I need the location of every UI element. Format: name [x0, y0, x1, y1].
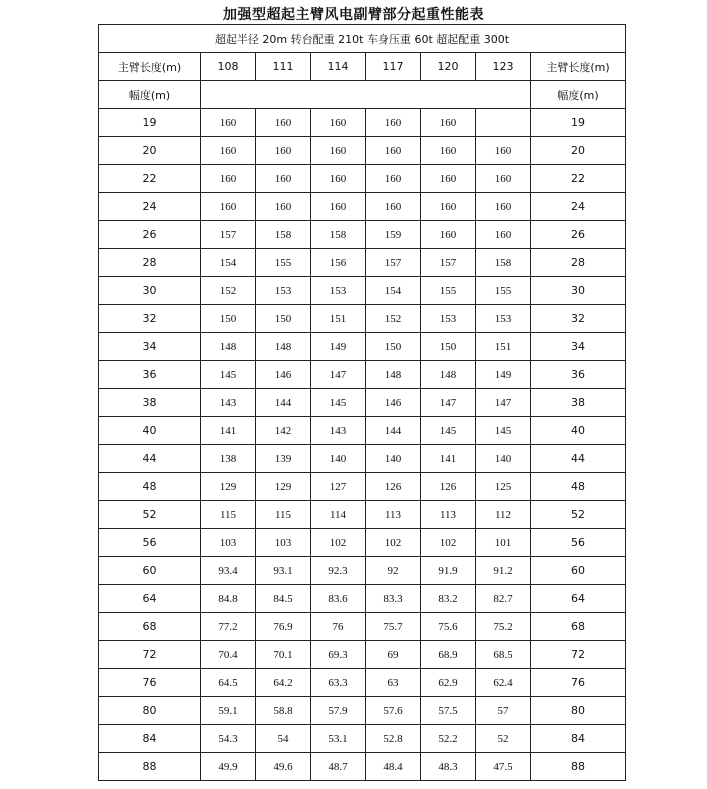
radius-cell-left: 48 [99, 473, 201, 501]
radius-cell-right: 72 [531, 641, 626, 669]
capacity-cell [476, 109, 531, 137]
table-row [99, 585, 626, 613]
capacity-cell: 114 [311, 501, 366, 529]
radius-cell-left: 38 [99, 389, 201, 417]
capacity-cell: 83.6 [311, 585, 366, 613]
radius-label-left: 幅度(m) [99, 81, 201, 109]
capacity-cell: 82.7 [476, 585, 531, 613]
capacity-cell: 83.2 [421, 585, 476, 613]
page-title: 加强型超起主臂风电副臂部分起重性能表 [223, 7, 484, 23]
capacity-cell: 52.2 [421, 725, 476, 753]
capacity-cell: 160 [421, 221, 476, 249]
capacity-cell: 126 [421, 473, 476, 501]
radius-cell-right: 24 [531, 193, 626, 221]
condition-row [99, 25, 626, 53]
radius-cell-left: 32 [99, 305, 201, 333]
lifting-capacity-table [98, 24, 626, 781]
radius-cell-right: 80 [531, 697, 626, 725]
capacity-cell: 147 [421, 389, 476, 417]
capacity-cell: 47.5 [476, 753, 531, 781]
capacity-cell: 146 [256, 361, 311, 389]
radius-cell-right: 32 [531, 305, 626, 333]
radius-cell-left: 56 [99, 529, 201, 557]
radius-cell-left: 40 [99, 417, 201, 445]
capacity-cell: 160 [366, 137, 421, 165]
capacity-cell: 52.8 [366, 725, 421, 753]
capacity-cell: 57 [476, 697, 531, 725]
capacity-cell: 49.9 [201, 753, 256, 781]
capacity-cell: 140 [311, 445, 366, 473]
capacity-cell: 141 [421, 445, 476, 473]
table-row [99, 333, 626, 361]
capacity-cell: 139 [256, 445, 311, 473]
table-row [99, 305, 626, 333]
capacity-cell: 151 [476, 333, 531, 361]
capacity-cell: 157 [421, 249, 476, 277]
capacity-cell: 102 [366, 529, 421, 557]
radius-header-row [99, 81, 626, 109]
capacity-cell: 157 [201, 221, 256, 249]
radius-cell-left: 52 [99, 501, 201, 529]
capacity-cell: 143 [201, 389, 256, 417]
capacity-cell: 151 [311, 305, 366, 333]
radius-cell-right: 84 [531, 725, 626, 753]
capacity-cell: 76 [311, 613, 366, 641]
capacity-cell: 57.5 [421, 697, 476, 725]
capacity-cell: 155 [256, 249, 311, 277]
radius-cell-right: 22 [531, 165, 626, 193]
radius-header-blank [201, 81, 531, 109]
radius-cell-left: 34 [99, 333, 201, 361]
capacity-cell: 140 [366, 445, 421, 473]
boom-length-cell: 123 [476, 53, 531, 81]
capacity-cell: 150 [366, 333, 421, 361]
table-row [99, 361, 626, 389]
radius-cell-left: 28 [99, 249, 201, 277]
capacity-cell: 70.1 [256, 641, 311, 669]
radius-cell-right: 52 [531, 501, 626, 529]
capacity-cell: 160 [201, 137, 256, 165]
capacity-cell: 77.2 [201, 613, 256, 641]
radius-cell-left: 64 [99, 585, 201, 613]
capacity-cell: 160 [476, 221, 531, 249]
capacity-cell: 160 [421, 193, 476, 221]
radius-cell-left: 68 [99, 613, 201, 641]
capacity-cell: 160 [311, 109, 366, 137]
capacity-cell: 48.4 [366, 753, 421, 781]
radius-cell-right: 40 [531, 417, 626, 445]
capacity-cell: 75.6 [421, 613, 476, 641]
capacity-cell: 147 [311, 361, 366, 389]
capacity-cell: 101 [476, 529, 531, 557]
capacity-cell: 149 [476, 361, 531, 389]
radius-cell-left: 88 [99, 753, 201, 781]
capacity-cell: 84.8 [201, 585, 256, 613]
capacity-cell: 62.4 [476, 669, 531, 697]
capacity-cell: 153 [421, 305, 476, 333]
table-row [99, 613, 626, 641]
capacity-cell: 102 [311, 529, 366, 557]
capacity-cell: 160 [421, 165, 476, 193]
boom-length-cell: 120 [421, 53, 476, 81]
capacity-cell: 158 [476, 249, 531, 277]
capacity-cell: 93.4 [201, 557, 256, 585]
radius-cell-right: 44 [531, 445, 626, 473]
capacity-cell: 145 [476, 417, 531, 445]
capacity-cell: 157 [366, 249, 421, 277]
capacity-cell: 160 [476, 193, 531, 221]
capacity-cell: 147 [476, 389, 531, 417]
capacity-cell: 63.3 [311, 669, 366, 697]
boom-length-cell: 117 [366, 53, 421, 81]
capacity-cell: 148 [256, 333, 311, 361]
capacity-cell: 145 [201, 361, 256, 389]
capacity-cell: 92.3 [311, 557, 366, 585]
capacity-cell: 156 [311, 249, 366, 277]
boom-length-label-right: 主臂长度(m) [531, 53, 626, 81]
capacity-cell: 145 [311, 389, 366, 417]
capacity-cell: 76.9 [256, 613, 311, 641]
capacity-cell: 146 [366, 389, 421, 417]
radius-cell-right: 36 [531, 361, 626, 389]
capacity-cell: 148 [366, 361, 421, 389]
capacity-cell: 152 [366, 305, 421, 333]
boom-length-cell: 108 [201, 53, 256, 81]
radius-cell-right: 60 [531, 557, 626, 585]
radius-cell-left: 84 [99, 725, 201, 753]
capacity-cell: 103 [256, 529, 311, 557]
table-row [99, 529, 626, 557]
capacity-cell: 145 [421, 417, 476, 445]
radius-cell-right: 56 [531, 529, 626, 557]
capacity-cell: 160 [256, 137, 311, 165]
radius-cell-right: 68 [531, 613, 626, 641]
capacity-cell: 126 [366, 473, 421, 501]
radius-cell-left: 22 [99, 165, 201, 193]
capacity-cell: 64.5 [201, 669, 256, 697]
capacity-cell: 153 [256, 277, 311, 305]
capacity-cell: 68.5 [476, 641, 531, 669]
capacity-cell: 160 [421, 137, 476, 165]
capacity-cell: 160 [366, 165, 421, 193]
capacity-cell: 64.2 [256, 669, 311, 697]
capacity-cell: 160 [311, 137, 366, 165]
capacity-cell: 155 [421, 277, 476, 305]
capacity-cell: 160 [476, 137, 531, 165]
radius-cell-right: 76 [531, 669, 626, 697]
capacity-cell: 160 [311, 165, 366, 193]
table-row [99, 389, 626, 417]
table-row [99, 193, 626, 221]
capacity-cell: 129 [201, 473, 256, 501]
capacity-cell: 150 [201, 305, 256, 333]
capacity-cell: 62.9 [421, 669, 476, 697]
capacity-cell: 140 [476, 445, 531, 473]
capacity-cell: 160 [201, 109, 256, 137]
capacity-cell: 154 [366, 277, 421, 305]
table-row [99, 137, 626, 165]
capacity-cell: 103 [201, 529, 256, 557]
table-row [99, 109, 626, 137]
capacity-cell: 160 [256, 193, 311, 221]
capacity-cell: 160 [421, 109, 476, 137]
capacity-cell: 150 [256, 305, 311, 333]
radius-cell-right: 64 [531, 585, 626, 613]
capacity-cell: 91.2 [476, 557, 531, 585]
capacity-cell: 93.1 [256, 557, 311, 585]
table-row [99, 165, 626, 193]
capacity-cell: 48.7 [311, 753, 366, 781]
capacity-cell: 153 [476, 305, 531, 333]
radius-label-right: 幅度(m) [531, 81, 626, 109]
capacity-cell: 154 [201, 249, 256, 277]
boom-length-cell: 111 [256, 53, 311, 81]
radius-cell-left: 44 [99, 445, 201, 473]
capacity-cell: 158 [256, 221, 311, 249]
table-row [99, 501, 626, 529]
capacity-cell: 160 [366, 109, 421, 137]
capacity-cell: 83.3 [366, 585, 421, 613]
capacity-cell: 160 [201, 165, 256, 193]
boom-length-row [99, 53, 626, 81]
capacity-cell: 57.9 [311, 697, 366, 725]
table-row [99, 557, 626, 585]
radius-cell-right: 38 [531, 389, 626, 417]
capacity-cell: 113 [366, 501, 421, 529]
capacity-cell: 113 [421, 501, 476, 529]
capacity-cell: 160 [256, 109, 311, 137]
capacity-cell: 68.9 [421, 641, 476, 669]
capacity-cell: 75.7 [366, 613, 421, 641]
table-row [99, 249, 626, 277]
capacity-cell: 69 [366, 641, 421, 669]
capacity-cell: 69.3 [311, 641, 366, 669]
radius-cell-right: 26 [531, 221, 626, 249]
capacity-cell: 48.3 [421, 753, 476, 781]
capacity-cell: 138 [201, 445, 256, 473]
capacity-cell: 160 [311, 193, 366, 221]
radius-cell-right: 34 [531, 333, 626, 361]
capacity-cell: 152 [201, 277, 256, 305]
capacity-cell: 75.2 [476, 613, 531, 641]
capacity-cell: 160 [256, 165, 311, 193]
radius-cell-left: 26 [99, 221, 201, 249]
capacity-cell: 142 [256, 417, 311, 445]
capacity-cell: 49.6 [256, 753, 311, 781]
table-row [99, 221, 626, 249]
capacity-cell: 150 [421, 333, 476, 361]
radius-cell-left: 60 [99, 557, 201, 585]
capacity-cell: 159 [366, 221, 421, 249]
radius-cell-right: 28 [531, 249, 626, 277]
capacity-cell: 102 [421, 529, 476, 557]
capacity-cell: 59.1 [201, 697, 256, 725]
table-row [99, 725, 626, 753]
capacity-cell: 144 [256, 389, 311, 417]
table-row [99, 697, 626, 725]
capacity-cell: 160 [201, 193, 256, 221]
capacity-cell: 115 [201, 501, 256, 529]
capacity-cell: 63 [366, 669, 421, 697]
capacity-cell: 153 [311, 277, 366, 305]
capacity-cell: 84.5 [256, 585, 311, 613]
capacity-cell: 127 [311, 473, 366, 501]
capacity-cell: 112 [476, 501, 531, 529]
capacity-cell: 53.1 [311, 725, 366, 753]
table-row [99, 669, 626, 697]
capacity-cell: 160 [476, 165, 531, 193]
capacity-cell: 57.6 [366, 697, 421, 725]
boom-length-label-left: 主臂长度(m) [99, 53, 201, 81]
capacity-cell: 144 [366, 417, 421, 445]
table-row [99, 753, 626, 781]
capacity-cell: 143 [311, 417, 366, 445]
radius-cell-left: 72 [99, 641, 201, 669]
table-row [99, 473, 626, 501]
capacity-cell: 149 [311, 333, 366, 361]
capacity-cell: 54 [256, 725, 311, 753]
radius-cell-left: 80 [99, 697, 201, 725]
capacity-cell: 91.9 [421, 557, 476, 585]
radius-cell-left: 20 [99, 137, 201, 165]
table-row [99, 417, 626, 445]
capacity-cell: 155 [476, 277, 531, 305]
radius-cell-right: 19 [531, 109, 626, 137]
capacity-cell: 52 [476, 725, 531, 753]
capacity-cell: 125 [476, 473, 531, 501]
condition-text: 超起半径 20m 转台配重 210t 车身压重 60t 超起配重 300t [99, 25, 626, 53]
boom-length-cell: 114 [311, 53, 366, 81]
radius-cell-left: 24 [99, 193, 201, 221]
capacity-cell: 58.8 [256, 697, 311, 725]
radius-cell-right: 48 [531, 473, 626, 501]
capacity-cell: 54.3 [201, 725, 256, 753]
capacity-cell: 141 [201, 417, 256, 445]
radius-cell-right: 30 [531, 277, 626, 305]
radius-cell-right: 88 [531, 753, 626, 781]
capacity-cell: 148 [421, 361, 476, 389]
capacity-cell: 160 [366, 193, 421, 221]
capacity-cell: 148 [201, 333, 256, 361]
radius-cell-left: 30 [99, 277, 201, 305]
capacity-cell: 129 [256, 473, 311, 501]
capacity-cell: 70.4 [201, 641, 256, 669]
capacity-cell: 115 [256, 501, 311, 529]
capacity-cell: 158 [311, 221, 366, 249]
table-row [99, 445, 626, 473]
table-row [99, 277, 626, 305]
radius-cell-right: 20 [531, 137, 626, 165]
radius-cell-left: 36 [99, 361, 201, 389]
capacity-cell: 92 [366, 557, 421, 585]
table-row [99, 641, 626, 669]
radius-cell-left: 76 [99, 669, 201, 697]
radius-cell-left: 19 [99, 109, 201, 137]
